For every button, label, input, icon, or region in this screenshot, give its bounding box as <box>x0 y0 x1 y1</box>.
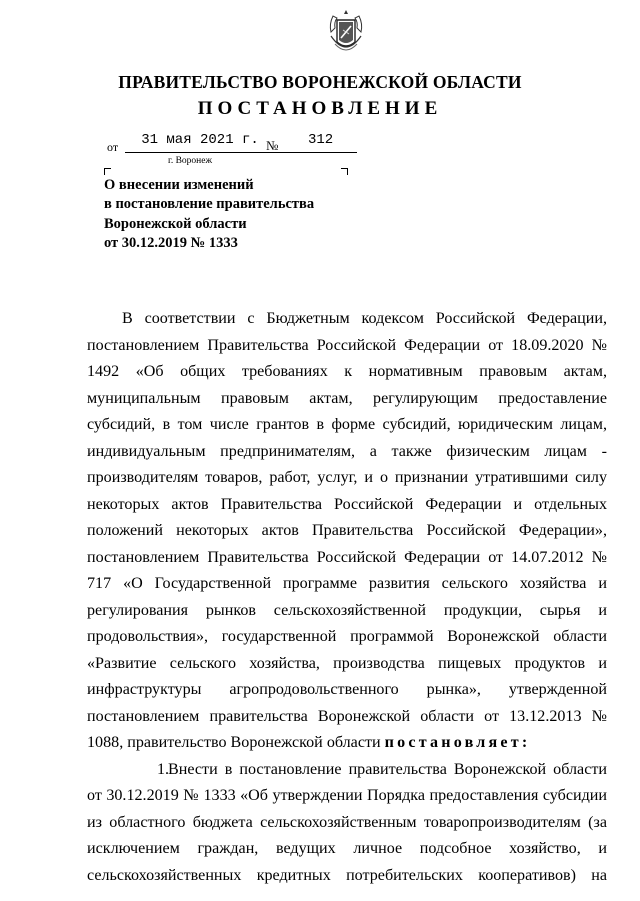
item-text: Внести в постановление правительства Воронежской области от 30.12.2019 № 1333 «Об утверждении Порядка предоставления субсидии из областного бюджета сельскохозяйственным товаропроизводителям (за исключением граждан, ведущих личное подсобное хозяйство, и сельскохозяйственных кредитных потребительских кооперативов) на <box>87 760 607 884</box>
date-prefix-label: от <box>107 140 119 154</box>
subject-line: О внесении изменений <box>104 177 254 193</box>
subject-line: от 30.12.2019 № 1333 <box>104 235 238 252</box>
document-type: ПОСТАНОВЛЕНИЕ <box>197 98 443 119</box>
document-meta <box>100 132 420 154</box>
item-number: 1. <box>157 760 170 778</box>
document-number: 312 <box>308 132 334 148</box>
document-body <box>87 306 607 889</box>
subject-bracket-right <box>341 168 348 175</box>
number-label: № <box>266 138 279 153</box>
subject-line: Воронежской области <box>104 215 247 232</box>
subject-bracket-left <box>104 168 111 175</box>
coat-of-arms-icon <box>325 8 367 60</box>
resolves-keyword: постановляет: <box>384 734 531 751</box>
subject-line: в постановление правительства <box>104 196 315 213</box>
document-subject <box>104 176 364 254</box>
number-underline <box>284 152 354 153</box>
document-city: г. Воронеж <box>168 156 213 166</box>
document-date: 31 мая 2021 г. <box>141 132 259 148</box>
item-paragraph <box>87 757 607 890</box>
government-name: ПРАВИТЕЛЬСТВО ВОРОНЕЖСКОЙ ОБЛАСТИ <box>118 72 522 92</box>
preamble-paragraph <box>87 306 607 757</box>
preamble-text: В соответствии с Бюджетным кодексом Российской Федерации, постановлением Правительства Российской Федерации от 18.09.2020 № 1492 «Об общих требованиях к нормативным правовым актам, муниципальным правовым актам, регулирующим предоставление субсидий, в том числе грантов в форме субсидий, юридическим лицам, индивидуальным предпринимателям, а также физическим лицам - производителям товаров, работ, услуг, и о признании утратившими силу некоторых актов Правительства Российской Федерации и отдельных положений некоторых актов Правительства Российской Федерации», постановлением Правительства Российской Федерации от 14.07.2012 № 717 «О Государственной программе развития сельского хозяйства и регулирования рынков сельскохозяйственной продукции, сырья и продовольствия», государственной программой Воронежской области «Развитие сельского хозяйства, производства пищевых продуктов и инфраструктуры агропродовольственного рынка», утвержденной постановлением правительства Воронежской области от 13.12.2013 № 1088, правительство Воронежской области <box>87 310 607 751</box>
